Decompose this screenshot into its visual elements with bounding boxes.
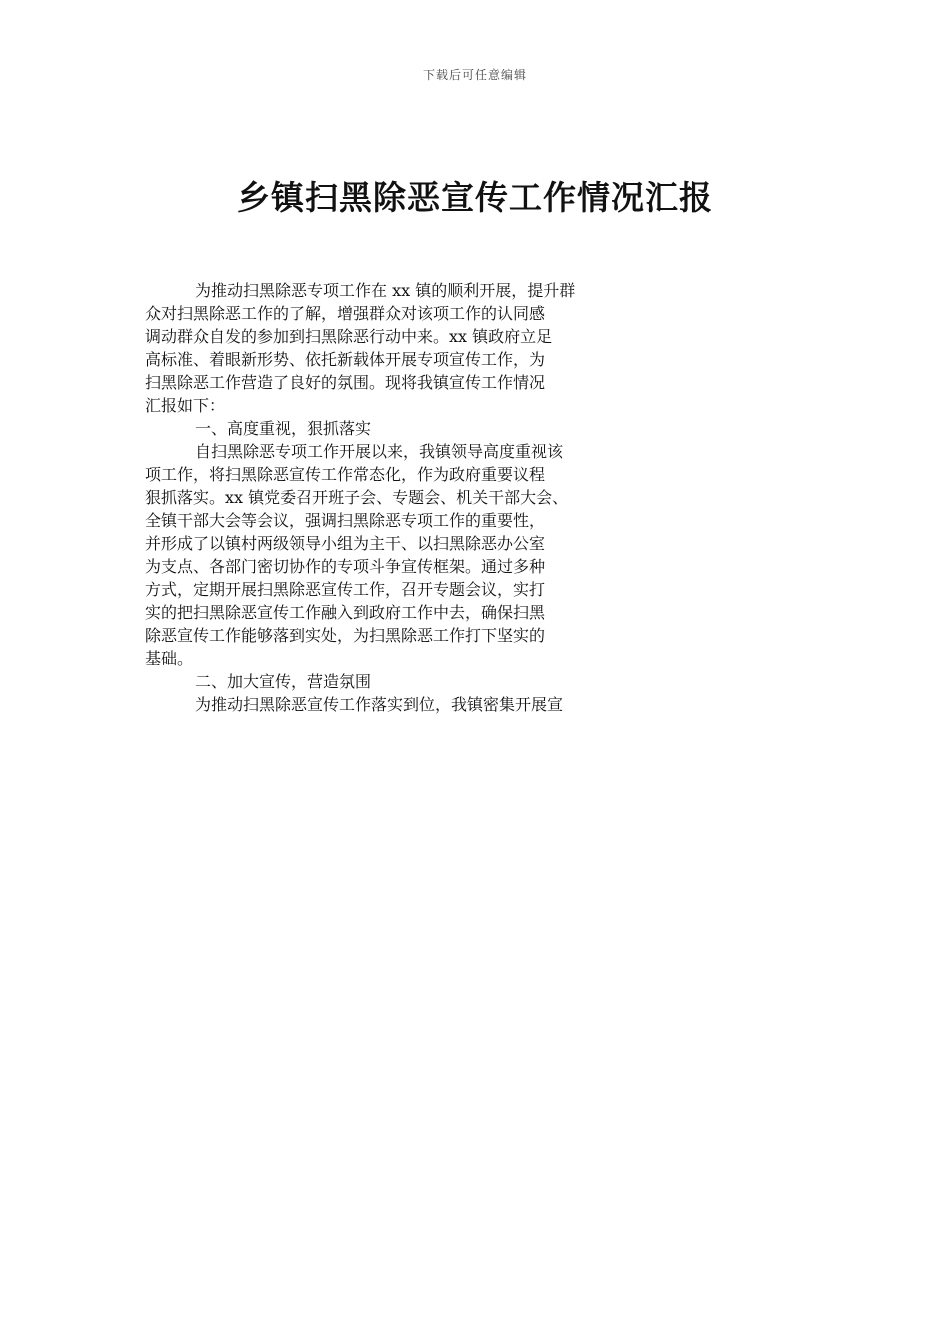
text-line: 自扫黑除恶专项工作开展以来，我镇领导高度重视该 xyxy=(195,442,564,461)
section-heading-2 xyxy=(145,669,810,692)
text-line: 狠抓落实。xx 镇党委召开班子会、专题会、机关干部大会、 xyxy=(145,488,569,507)
section-heading-1 xyxy=(145,416,810,439)
document-body xyxy=(145,278,810,715)
text-line: 为推动扫黑除恶宣传工作落实到位，我镇密集开展宣 xyxy=(195,695,564,714)
text-line: 实的把扫黑除恶宣传工作融入到政府工作中去，确保扫黑 xyxy=(145,603,546,622)
text-line: 基础。 xyxy=(145,649,194,668)
text-line: 高标准、着眼新形势、依托新载体开展专项宣传工作，为 xyxy=(145,350,546,369)
text-line: 项工作，将扫黑除恶宣传工作常态化，作为政府重要议程 xyxy=(145,465,546,484)
document-title: 乡镇扫黑除恶宣传工作情况汇报 xyxy=(237,178,713,217)
text-line: 为支点、各部门密切协作的专项斗争宣传框架。通过多种 xyxy=(145,557,546,576)
text-line: 方式，定期开展扫黑除恶宣传工作，召开专题会议，实打 xyxy=(145,580,546,599)
paragraph-section-1 xyxy=(145,439,810,669)
paragraph-intro xyxy=(145,278,810,416)
text-line: 汇报如下： xyxy=(145,396,226,415)
section-heading-text: 二、加大宣传，营造氛围 xyxy=(195,672,372,691)
text-line: 除恶宣传工作能够落到实处，为扫黑除恶工作打下坚实的 xyxy=(145,626,546,645)
section-heading-text: 一、高度重视，狠抓落实 xyxy=(195,419,372,438)
text-line: 调动群众自发的参加到扫黑除恶行动中来。xx 镇政府立足 xyxy=(145,327,553,346)
text-line: 为推动扫黑除恶专项工作在 xx 镇的顺利开展，提升群 xyxy=(195,281,576,300)
header-note: 下载后可任意编辑 xyxy=(422,68,527,82)
text-line: 众对扫黑除恶工作的了解，增强群众对该项工作的认同感 xyxy=(145,304,546,323)
paragraph-section-2 xyxy=(145,692,810,715)
text-line: 扫黑除恶工作营造了良好的氛围。现将我镇宣传工作情况 xyxy=(145,373,546,392)
text-line: 并形成了以镇村两级领导小组为主干、以扫黑除恶办公室 xyxy=(145,534,546,553)
text-line: 全镇干部大会等会议，强调扫黑除恶专项工作的重要性， xyxy=(145,511,546,530)
